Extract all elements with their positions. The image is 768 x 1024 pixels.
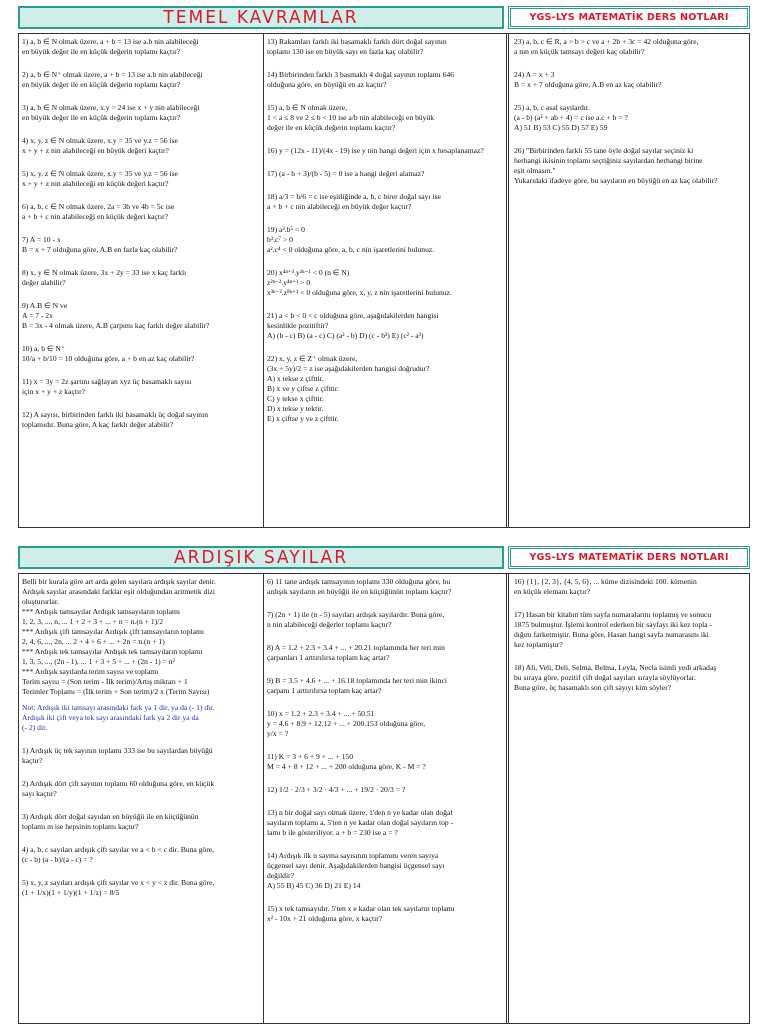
problem-item — [267, 354, 503, 424]
problem-item — [267, 225, 503, 255]
problem-item — [514, 146, 748, 186]
problem-line: E) x çiftse y ve z çifttir. — [267, 414, 339, 424]
problem-line: 1875 bulmuştur. İşlemi kontrol ederken bir sayfayı iki kez topla - — [514, 620, 713, 630]
problem-item — [267, 103, 503, 133]
problem-line: 17) (a - b + 3)/(b - 5) = 0 ise a hangi değeri alamaz? — [267, 169, 425, 179]
problem-item — [22, 845, 260, 865]
problem-item — [267, 851, 503, 891]
problem-grid — [18, 33, 750, 528]
section-title-box — [18, 546, 504, 569]
problem-line: 1) a, b ∈ N olmak üzere, a + b = 13 ise a.b nin alabileceği — [22, 37, 199, 46]
problem-line: 21) a < b < 0 < c olduğuna göre, aşağıdakilerden hangisi — [267, 311, 439, 321]
problem-line: (1 + 1/x)(1 + 1/y)(1 + 1/z) = 8/5 — [22, 888, 120, 898]
problem-line: A) x tekse z çifttir. — [267, 374, 324, 384]
problem-line: 2, 4, 6, ..., 2n, ... 2 + 4 + 6 + ... + 2n = n.(n + 1) — [22, 637, 165, 647]
problem-line: kaçtır? — [22, 756, 43, 766]
section-header — [18, 546, 750, 570]
problem-line: Terimler Toplamı = (İlk terim + Son terim)/2 x (Terim Sayısı) — [22, 687, 210, 697]
course-tag-box — [508, 6, 750, 29]
problem-line: 23) a, b, c ∈ R, a > b > c ve a + 2b + 3c = 42 olduğuna göre, — [514, 37, 699, 46]
problem-item — [514, 610, 748, 650]
problem-line: a nın en küçük tamsayı değeri kaç olabilir? — [514, 47, 645, 57]
section-ardisik-sayilar — [18, 546, 750, 1024]
problem-line: ardışık sayıların en büyüğü ile en küçüğünün toplamı kaçtır? — [267, 587, 452, 597]
problem-line: 11) K = 3 + 6 + 9 + ... + 150 — [267, 752, 354, 762]
problem-item — [267, 643, 503, 663]
problem-line: kesinlikle pozitiftir? — [267, 321, 329, 331]
problem-line: 15) a, b ∈ N olmak üzere, — [267, 103, 347, 113]
problem-line: (- 2) dir. — [22, 723, 48, 733]
problem-item — [267, 311, 503, 341]
problem-item — [267, 752, 503, 772]
problem-line: a + b + c nin alabileceği en büyük değer kaçtır? — [267, 202, 412, 212]
problem-item — [267, 70, 503, 90]
problem-line: toplamıdır. Buna göre, A kaç farklı değer alabilir? — [22, 420, 174, 430]
problem-item — [22, 301, 260, 331]
problem-line: en küçük elemanı kaçtır? — [514, 587, 591, 597]
section-temel-kavramlar — [18, 6, 750, 528]
problem-column-1 — [19, 34, 264, 527]
problem-line: 12) 1/2 · 2/3 + 3/2 · 4/3 + ... + 19/2 · 20/3 = ? — [267, 785, 406, 795]
problem-item — [514, 103, 748, 133]
problem-line: 10) x = 1.2 + 2.3 + 3.4 + ... + 50.51 — [267, 709, 375, 719]
problem-column-3 — [511, 574, 751, 1023]
problem-line: 3) a, b ∈ N olmak üzere, x.y = 24 ise x + y nin alabileceği — [22, 103, 200, 113]
problem-line: en büyük değer ile en küçük değerin toplamı kaçtır? — [22, 47, 181, 57]
problem-line: 19) a³.b⁵ < 0 — [267, 225, 305, 235]
problem-item — [267, 577, 503, 597]
problem-line: D) x tekse y tektir. — [267, 404, 324, 414]
problem-grid — [18, 573, 750, 1024]
problem-line: en büyük değer ile en küçük değerin toplamı kaçtır? — [22, 80, 181, 90]
problem-line: x² - 10x + 21 olduğuna göre, x kaçtır? — [267, 914, 383, 924]
problem-line: B) x ve y çiftse z çifttir. — [267, 384, 339, 394]
problem-line: 7) (2n + 1) ile (n - 5) sayıları ardışık sayılardır. Buna göre, — [267, 610, 445, 620]
problem-line: 16) y = (12x - 11)/(4x - 19) ise y nin hangi değeri için x hesaplanamaz? — [267, 146, 484, 156]
problem-line: 8) x, y ∈ N olmak üzere, 3x + 2y = 33 ise x kaç farklı — [22, 268, 187, 278]
problem-line: M = 4 + 8 + 12 + ... + 200 olduğuna göre, K - M = ? — [267, 762, 426, 772]
problem-line: değer ile en küçük değerin toplamı kaçtır? — [267, 123, 396, 133]
problem-line: 10) a, b ∈ N⁺ — [22, 344, 65, 354]
problem-item — [267, 610, 503, 630]
problem-line: Yukarıdaki ifadeye göre, bu sayıların en büyüğü en az kaç olabilir? — [514, 176, 718, 186]
course-tag: YGS-LYS MATEMATİK DERS NOTLARI — [529, 552, 729, 563]
problem-item — [22, 779, 260, 799]
problem-item — [22, 268, 260, 288]
problem-line: sayı kaçtır? — [22, 789, 57, 799]
problem-line: A) 51 B) 53 C) 55 D) 57 E) 59 — [514, 123, 608, 133]
problem-line: *** Ardışık tek tamsayılar Ardışık tek tamsayıların toplamı — [22, 647, 203, 657]
problem-line: çarpanı 1 arttırılırsa toplam kaç artar? — [267, 686, 382, 696]
problem-item — [22, 136, 260, 156]
problem-line: 4) a, b, c sayıları ardışık çift sayılar ve a < b < c dir. Buna göre, — [22, 845, 215, 855]
problem-line: 17) Hasan bir kitabın tüm sayfa numaralarını toplamış ve sonucu — [514, 610, 712, 620]
problem-line: 1) Ardışık üç tek sayının toplamı 333 ise bu sayılardan büyüğü — [22, 746, 213, 756]
note-block — [22, 703, 260, 733]
problem-line: 11) x = 3y = 2z şartını sağlayan xyz üç basamaklı sayısı — [22, 377, 192, 387]
problem-line: b³.c⁷ > 0 — [267, 235, 293, 245]
problem-column-1 — [19, 574, 264, 1023]
problem-line: bu sıraya göre, pozitif çift doğal sayıları sırayla söylüyorlar. — [514, 673, 696, 683]
problem-line: 14) Birbirinden farklı 3 basmaklı 4 doğal sayının toplamı 646 — [267, 70, 455, 80]
problem-line: en büyük değer ile en küçük değerin toplamı kaçtır? — [22, 113, 181, 123]
problem-line: 1, 2, 3, ..., n, ... 1 + 2 + 3 + ... + n = n.(n + 1)/2 — [22, 617, 164, 627]
problem-line: Belli bir kurala göre art arda gelen sayılara ardışık sayılar denir. — [22, 577, 216, 586]
problem-line: 5) x, y, z ∈ N olmak üzere, x.y = 35 ve y.z = 56 ise — [22, 169, 178, 179]
problem-line: 1 < a ≤ 8 ve 2 ≤ b < 10 ise a/b nin alabileceği en büyük — [267, 113, 435, 123]
problem-line: 4) x, y, z ∈ N olmak üzere, x.y = 35 ve y.z = 56 ise — [22, 136, 178, 146]
problem-item — [267, 169, 503, 179]
section-title-box — [18, 6, 504, 29]
problem-line: y = 4.6 + 8.9 + 12.12 + ... + 200.153 olduğuna göre, — [267, 719, 426, 729]
problem-line: *** Ardışık sayılarda terim sayısı ve toplamı — [22, 667, 159, 677]
problem-line: 2) a, b ∈ N⁺ olmak üzere, a + b = 13 ise a.b nin alabileceği — [22, 70, 203, 80]
problem-line: değildir? — [267, 871, 294, 881]
problem-line: *** Ardışık çift tamsayılar Ardışık çift tamsayıların toplamı — [22, 627, 205, 637]
problem-line: B = x + 7 olduğuna göre, A.B en fazla kaç olabilir? — [22, 245, 178, 255]
section-title: TEMEL KAVRAMLAR — [163, 7, 359, 29]
problem-line: 3) Ardışık dört doğal sayıdan en büyüğü ile en küçüğünün — [22, 812, 199, 822]
problem-line: 5) x, y, z sayıları ardışık çift sayılar ve x < y < z dir. Buna göre, — [22, 878, 215, 888]
problem-item — [267, 146, 503, 156]
problem-line: eşit olmasın." — [514, 166, 556, 176]
problem-line: 6) 11 tane ardışık tamsayının toplamı 330 olduğuna göre, bu — [267, 577, 451, 586]
problem-item — [22, 746, 260, 766]
problem-line: 25) a, b, c asal sayılardır. — [514, 103, 590, 113]
problem-line: x + y + z nin alabileceği en büyük değeri kaçtır? — [22, 146, 169, 156]
problem-item — [22, 202, 260, 222]
problem-line: 26) "Birbirinden farklı 55 tane öyle doğal sayılar seçiniz ki — [514, 146, 694, 156]
problem-item — [22, 344, 260, 364]
problem-item — [267, 268, 503, 298]
problem-item — [22, 169, 260, 189]
problem-line: 18) Ali, Veli, Deli, Selma, Belma, Leyla, Necla isimli yedi arkadaş — [514, 663, 717, 673]
problem-item — [514, 37, 748, 57]
problem-line: kez toplamıştır? — [514, 640, 563, 650]
problem-item — [22, 235, 260, 255]
problem-line: toplamı m ise hepsinin toplamı kaçtır? — [22, 822, 139, 832]
problem-line: lamı b ile gösteriliyor. a + b = 230 ise a = ? — [267, 828, 398, 838]
problem-item — [22, 812, 260, 832]
problem-item — [267, 808, 503, 838]
problem-line: toplamı 130 ise en büyük sayı en fazla kaç olabilir? — [267, 47, 424, 57]
problem-line: *** Ardışık tamsayılar Ardışık tamsayıların toplamı — [22, 607, 180, 617]
problem-line: 2) Ardışık dört çift sayının toplamı 60 olduğuna göre, en küçük — [22, 779, 215, 789]
problem-line: x³ⁿ⁻².z⁸ⁿ⁺¹ < 0 olduğuna göre, x, y, z nin işaretlerini bulunuz. — [267, 288, 452, 298]
problem-item — [267, 904, 503, 924]
problem-line: (3x + 5y)/2 = z ise aşağıdakilerden hangisi doğrudur? — [267, 364, 430, 374]
problem-column-2 — [264, 574, 509, 1023]
problem-line: Terim sayısı = (Son terim - İlk terim)/Artış miktarı + 1 — [22, 677, 188, 687]
problem-item — [22, 377, 260, 397]
problem-line: çarpanları 1 arttırılırsa toplam kaç artar? — [267, 653, 390, 663]
problem-line: x + y + z nin alabileceği en küçük değeri kaçtır? — [22, 179, 169, 189]
course-tag-box — [508, 546, 750, 569]
problem-line: 7) A = 10 - x — [22, 235, 61, 245]
problem-item — [22, 878, 260, 898]
problem-column-2 — [264, 34, 509, 527]
problem-item — [514, 577, 748, 597]
problem-line: oluştururlar. — [22, 597, 59, 607]
problem-line: herhangi ikisinin toplamı seçtiğiniz sayılardan herhangi birine — [514, 156, 703, 166]
section-title: ARDIŞIK SAYILAR — [173, 547, 349, 569]
problem-item — [514, 663, 748, 693]
problem-item — [22, 37, 260, 57]
problem-item — [22, 70, 260, 90]
problem-line: z²ⁿ⁻².y⁴ⁿ⁺¹ > 0 — [267, 278, 311, 288]
problem-item — [22, 410, 260, 430]
problem-line: C) y tekse x çifttir. — [267, 394, 324, 404]
problem-column-3 — [511, 34, 751, 527]
problem-line: (c - b) (a - b)/(a - c) = ? — [22, 855, 93, 865]
problem-item — [22, 577, 260, 697]
problem-line: Buna göre, üç basamaklı son çift sayıyı kim söyler? — [514, 683, 672, 693]
problem-line: değer alabilir? — [22, 278, 66, 288]
problem-line: 20) x⁴ⁿ⁺³.y²ⁿ⁻¹ < 0 (n ∈ N) — [267, 268, 350, 278]
problem-line: 10/a + b/10 = 10 olduğuna göre, a + b en az kaç olabilir? — [22, 354, 195, 364]
problem-line: dığını farketmiştir. Buna göre, Hasan hangi sayfa numarasını iki — [514, 630, 709, 640]
problem-line: B = 3x - 4 olmak üzere, A.B çarpımı kaç farklı değer alabilir? — [22, 321, 210, 331]
problem-line: a + b + c nin alabileceği en küçük değeri kaçtır? — [22, 212, 169, 222]
problem-item — [514, 70, 748, 90]
section-header — [18, 6, 750, 30]
problem-line: 9) A.B ∈ N ve — [22, 301, 68, 311]
problem-line: olduğuna göre, en büyüğü en az kaçtır? — [267, 80, 387, 90]
problem-line: y/x = ? — [267, 729, 289, 739]
problem-item — [267, 709, 503, 739]
problem-line: 15) x tek tamsayıdır. 5'ten x e kadar olan tek sayıların toplamı — [267, 904, 455, 914]
problem-line: 24) A = x + 3 — [514, 70, 555, 80]
problem-line: için x + y + z kaçtır? — [22, 387, 85, 397]
problem-line: A) 55 B) 45 C) 36 D) 21 E) 14 — [267, 881, 361, 891]
problem-line: Not: Ardışık iki tamsayı arasındaki fark ya 1 dir, ya da (- 1) dir. — [22, 703, 215, 713]
problem-line: 13) n bir doğal sayı olmak üzere, 1'den n ye kadar olan doğal — [267, 808, 453, 818]
problem-line: 8) A = 1.2 + 2.3 + 3.4 + ... + 20.21 toplamında her teri min — [267, 643, 445, 653]
problem-line: 22) x, y, z ∈ Z⁺ olmak üzere, — [267, 354, 358, 364]
problem-line: (a - b) (a² + ab + 4) = c ise a.c + b = ? — [514, 113, 628, 123]
problem-line: 13) Rakamları farklı iki basamaklı farklı dört doğal sayının — [267, 37, 447, 46]
problem-line: 18) a/3 = b/6 = c ise eşitliğinde a, b, c birer doğal sayı ise — [267, 192, 441, 202]
problem-line: Ardışık iki çift veya tek sayı arasındaki fark ya 2 dir ya da — [22, 713, 199, 723]
problem-item — [267, 785, 503, 795]
problem-line: 9) B = 3.5 + 4.6 + ... + 16.18 toplamında her teri min ikinci — [267, 676, 447, 686]
problem-line: sayıların toplamı a, 5'ten n ye kadar olan doğal sayıların top - — [267, 818, 454, 828]
course-tag: YGS-LYS MATEMATİK DERS NOTLARI — [529, 12, 729, 23]
problem-line: B = x + 7 olduğuna göre, A.B en az kaç olabilir? — [514, 80, 662, 90]
problem-line: 6) a, b, c ∈ N olmak üzere, 2a = 3b ve 4b = 5c ise — [22, 202, 175, 212]
problem-line: üçgensel sayı denir. Aşağıdakilerden hangisi üçgensel sayı — [267, 861, 445, 871]
problem-line: 14) Ardışık ilk n sayma sayısının toplamını veren sayıya — [267, 851, 439, 861]
problem-item — [267, 676, 503, 696]
problem-item — [267, 37, 503, 57]
problem-line: 12) A sayısı, birbirinden farklı iki basamaklı üç doğal sayının — [22, 410, 209, 420]
problem-line: A = 7 - 2x — [22, 311, 53, 321]
problem-line: A) (b - c) B) (a - c) C) (a² - b) D) (c - b³) E) (c² - a³) — [267, 331, 424, 341]
problem-line: Ardışık sayılar arasındaki farklar eşit olduğundan aritmetik dizi — [22, 587, 215, 597]
problem-item — [22, 103, 260, 123]
problem-line: 16) {1}, {2, 3}, {4, 5, 6}, ... küme dizisindeki 100. kümenin — [514, 577, 697, 586]
problem-line: a².c⁴ < 0 olduğuna göre, a, b, c nin işaretlerini bulunuz. — [267, 245, 435, 255]
problem-item — [267, 192, 503, 212]
problem-line: n nin alabileceği değerler toplamı kaçtır? — [267, 620, 392, 630]
problem-line: 1, 3, 5, ..., (2n - 1), ... 1 + 3 + 5 + ... + (2n - 1) = n² — [22, 657, 175, 667]
